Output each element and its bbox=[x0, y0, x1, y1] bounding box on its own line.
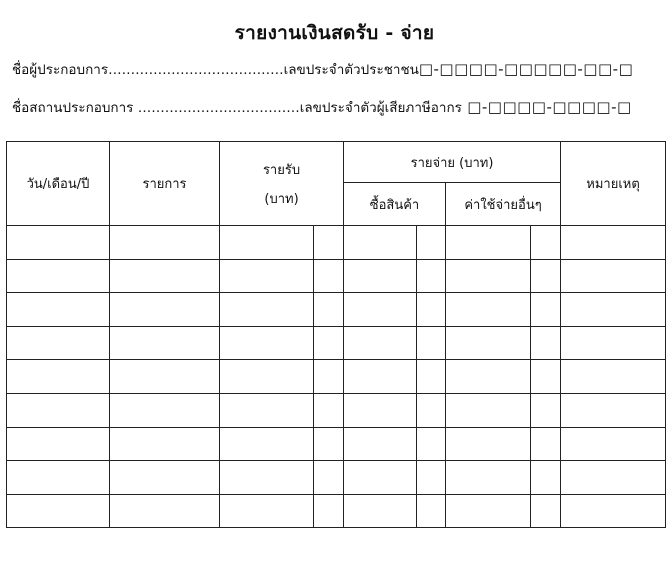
table-cell[interactable] bbox=[344, 259, 417, 293]
table-cell[interactable] bbox=[531, 259, 561, 293]
national-id-label: เลขประจำตัวประชาชน bbox=[283, 62, 419, 78]
table-cell[interactable] bbox=[344, 326, 417, 360]
table-cell[interactable] bbox=[446, 326, 531, 360]
table-cell[interactable] bbox=[531, 461, 561, 495]
header-expense: รายจ่าย (บาท) bbox=[344, 142, 561, 183]
table-cell[interactable] bbox=[220, 427, 314, 461]
table-row bbox=[7, 326, 666, 360]
table-cell[interactable] bbox=[531, 360, 561, 394]
table-cell[interactable] bbox=[531, 326, 561, 360]
tax-id-label: เลขประจำตัวผู้เสียภาษีอากร bbox=[299, 100, 462, 116]
header-income-label: รายรับ bbox=[262, 162, 301, 178]
table-cell[interactable] bbox=[110, 393, 220, 427]
table-cell[interactable] bbox=[7, 461, 110, 495]
table-cell[interactable] bbox=[446, 427, 531, 461]
cash-ledger-table bbox=[6, 141, 666, 528]
business-name-line bbox=[12, 96, 632, 118]
table-cell[interactable] bbox=[446, 461, 531, 495]
table-cell[interactable] bbox=[531, 293, 561, 327]
operator-name-line bbox=[12, 58, 633, 80]
table-cell[interactable] bbox=[446, 360, 531, 394]
table-cell[interactable] bbox=[561, 360, 666, 394]
table-cell[interactable] bbox=[220, 494, 314, 528]
table-cell[interactable] bbox=[7, 360, 110, 394]
header-other-expense: ค่าใช้จ่ายอื่นๆ bbox=[446, 183, 561, 226]
operator-name-label: ชื่อผู้ประกอบการ bbox=[12, 62, 109, 78]
table-cell[interactable] bbox=[7, 226, 110, 260]
table-cell[interactable] bbox=[446, 494, 531, 528]
table-cell[interactable] bbox=[314, 461, 344, 495]
table-cell[interactable] bbox=[417, 259, 446, 293]
tax-id-boxes: □-□□□□-□□□□-□ bbox=[461, 98, 632, 116]
business-name-dotted-field: ……………………………… bbox=[133, 100, 300, 116]
table-cell[interactable] bbox=[561, 461, 666, 495]
table-row bbox=[7, 360, 666, 394]
table-cell[interactable] bbox=[344, 226, 417, 260]
header-purchase: ซื้อสินค้า bbox=[344, 183, 446, 226]
table-cell[interactable] bbox=[344, 494, 417, 528]
table-cell[interactable] bbox=[561, 226, 666, 260]
table-cell[interactable] bbox=[220, 360, 314, 394]
table-cell[interactable] bbox=[314, 427, 344, 461]
table-cell[interactable] bbox=[561, 427, 666, 461]
table-cell[interactable] bbox=[531, 226, 561, 260]
table-cell[interactable] bbox=[314, 360, 344, 394]
table-cell[interactable] bbox=[220, 461, 314, 495]
operator-name-dotted-field: ………………………………… bbox=[108, 62, 284, 78]
header-remark: หมายเหตุ bbox=[561, 142, 666, 226]
table-cell[interactable] bbox=[561, 259, 666, 293]
table-cell[interactable] bbox=[314, 326, 344, 360]
table-row bbox=[7, 226, 666, 260]
table-cell[interactable] bbox=[7, 494, 110, 528]
table-cell[interactable] bbox=[417, 461, 446, 495]
table-cell[interactable] bbox=[220, 259, 314, 293]
table-cell[interactable] bbox=[110, 259, 220, 293]
table-cell[interactable] bbox=[7, 259, 110, 293]
table-row bbox=[7, 427, 666, 461]
table-cell[interactable] bbox=[220, 226, 314, 260]
table-cell[interactable] bbox=[344, 393, 417, 427]
header-income bbox=[220, 142, 344, 226]
table-cell[interactable] bbox=[561, 494, 666, 528]
table-cell[interactable] bbox=[220, 293, 314, 327]
business-name-label: ชื่อสถานประกอบการ bbox=[12, 100, 134, 116]
table-cell[interactable] bbox=[561, 326, 666, 360]
table-cell[interactable] bbox=[220, 326, 314, 360]
table-cell[interactable] bbox=[417, 326, 446, 360]
table-cell[interactable] bbox=[344, 427, 417, 461]
table-row bbox=[7, 293, 666, 327]
table-cell[interactable] bbox=[561, 293, 666, 327]
header-item: รายการ bbox=[110, 142, 220, 226]
table-cell[interactable] bbox=[7, 293, 110, 327]
table-cell[interactable] bbox=[344, 461, 417, 495]
table-cell[interactable] bbox=[417, 393, 446, 427]
table-cell[interactable] bbox=[417, 226, 446, 260]
table-cell[interactable] bbox=[417, 427, 446, 461]
table-cell[interactable] bbox=[110, 226, 220, 260]
table-cell[interactable] bbox=[344, 360, 417, 394]
table-cell[interactable] bbox=[446, 226, 531, 260]
table-cell[interactable] bbox=[7, 326, 110, 360]
table-cell[interactable] bbox=[446, 393, 531, 427]
table-cell[interactable] bbox=[417, 360, 446, 394]
table-cell[interactable] bbox=[314, 226, 344, 260]
table-row bbox=[7, 461, 666, 495]
ledger-body bbox=[7, 226, 666, 528]
table-cell[interactable] bbox=[561, 393, 666, 427]
table-cell[interactable] bbox=[531, 494, 561, 528]
table-cell[interactable] bbox=[417, 494, 446, 528]
table-cell[interactable] bbox=[314, 494, 344, 528]
header-income-unit: (บาท) bbox=[264, 191, 299, 207]
table-cell[interactable] bbox=[314, 259, 344, 293]
table-cell[interactable] bbox=[7, 393, 110, 427]
table-cell[interactable] bbox=[7, 427, 110, 461]
table-cell[interactable] bbox=[417, 293, 446, 327]
table-cell[interactable] bbox=[110, 360, 220, 394]
table-cell[interactable] bbox=[314, 393, 344, 427]
table-cell[interactable] bbox=[110, 326, 220, 360]
document-title: รายงานเงินสดรับ - จ่าย bbox=[234, 22, 435, 44]
table-cell[interactable] bbox=[344, 293, 417, 327]
header-date: วัน/เดือน/ปี bbox=[7, 142, 110, 226]
table-cell[interactable] bbox=[531, 393, 561, 427]
national-id-boxes: □-□□□□-□□□□□-□□-□ bbox=[418, 60, 634, 78]
table-row bbox=[7, 259, 666, 293]
table-cell[interactable] bbox=[446, 259, 531, 293]
table-cell[interactable] bbox=[110, 293, 220, 327]
table-cell[interactable] bbox=[110, 494, 220, 528]
table-row bbox=[7, 393, 666, 427]
table-cell[interactable] bbox=[220, 393, 314, 427]
table-cell[interactable] bbox=[314, 293, 344, 327]
table-cell[interactable] bbox=[446, 293, 531, 327]
table-cell[interactable] bbox=[110, 427, 220, 461]
table-row bbox=[7, 494, 666, 528]
table-cell[interactable] bbox=[531, 427, 561, 461]
table-cell[interactable] bbox=[110, 461, 220, 495]
